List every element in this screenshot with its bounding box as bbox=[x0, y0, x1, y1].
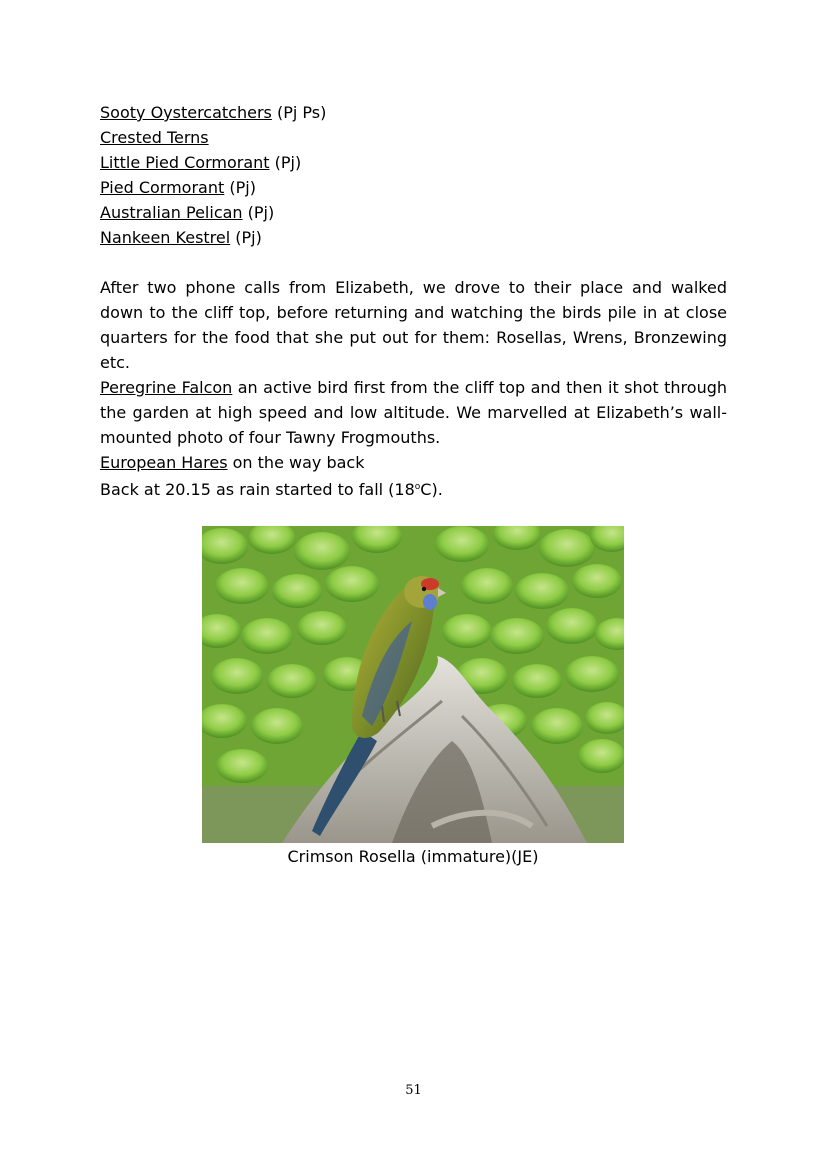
species-name: Australian Pelican bbox=[100, 203, 243, 222]
species-line-1 bbox=[100, 125, 740, 150]
species-name: Pied Cormorant bbox=[100, 178, 225, 197]
species-note: (Pj) bbox=[274, 153, 302, 172]
species-line-5 bbox=[100, 225, 740, 250]
hares-line bbox=[100, 450, 727, 475]
degree-symbol: o bbox=[414, 482, 421, 492]
species-line-4 bbox=[100, 200, 740, 225]
hares-species-name: European Hares bbox=[100, 453, 228, 472]
return-text-before: Back at 20.15 as rain started to fall (18 bbox=[100, 480, 415, 499]
species-list bbox=[100, 100, 740, 250]
species-name: Sooty Oystercatchers bbox=[100, 103, 272, 122]
species-name: Crested Terns bbox=[100, 128, 209, 147]
species-note: (Pj) bbox=[229, 178, 256, 197]
species-note: (Pj Ps) bbox=[276, 103, 327, 122]
crimson-rosella-photo bbox=[202, 526, 624, 843]
visit-paragraph: After two phone calls from Elizabeth, we drove to their place and walked down to the cliff top, before returning and watching the birds pile in at close quarters for the food that she put out for them: Rosellas, Wrens, Bronzewing etc. bbox=[100, 278, 727, 372]
narrative bbox=[100, 275, 727, 502]
page-number: 51 bbox=[405, 1083, 422, 1098]
species-name: Nankeen Kestrel bbox=[100, 228, 231, 247]
species-line-3 bbox=[100, 175, 740, 200]
species-note: (Pj) bbox=[247, 203, 275, 222]
species-line-0 bbox=[100, 100, 740, 125]
species-name: Little Pied Cormorant bbox=[100, 153, 270, 172]
species-line-2 bbox=[100, 150, 740, 175]
return-text-after: C). bbox=[420, 480, 443, 499]
falcon-paragraph bbox=[100, 375, 727, 450]
species-note: (Pj) bbox=[235, 228, 262, 247]
hares-text: on the way back bbox=[227, 453, 365, 472]
falcon-text: an active bird first from the cliff top and then it shot through the garden at high speed and low altitude. We marvelled at Elizabeth’s wall-mounted photo of four Tawny Frogmouths. bbox=[100, 378, 728, 447]
falcon-species-name: Peregrine Falcon bbox=[100, 378, 233, 397]
photo-caption: Crimson Rosella (immature)(JE) bbox=[287, 847, 539, 866]
return-line bbox=[100, 475, 727, 502]
